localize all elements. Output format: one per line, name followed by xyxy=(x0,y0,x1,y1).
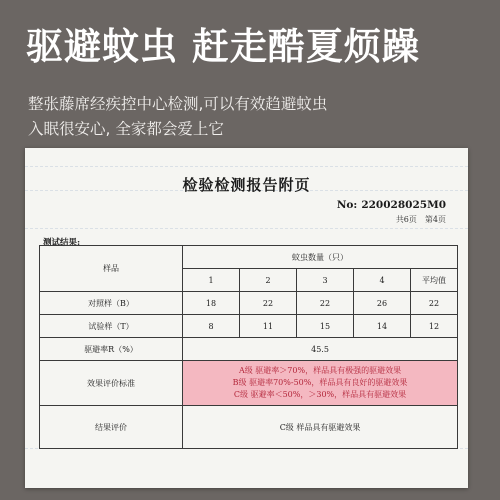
table-cell: 22 xyxy=(240,292,297,315)
report-paper xyxy=(25,148,468,488)
col-header-average: 平均值 xyxy=(411,269,458,292)
table-header-row xyxy=(40,246,458,269)
col-header-3: 3 xyxy=(297,269,354,292)
col-header-2: 2 xyxy=(240,269,297,292)
table-cell-average: 22 xyxy=(411,292,458,315)
eval-label: 效果评价标准 xyxy=(40,361,183,406)
watermark-line xyxy=(25,166,468,168)
subtitle xyxy=(28,92,478,142)
table-cell: 15 xyxy=(297,315,354,338)
result-value: C级 样品具有驱避效果 xyxy=(183,406,458,449)
eval-criteria-a: A级 驱避率＞70%，样品具有极强的驱避效果 xyxy=(238,366,402,375)
report-title: 检验检测报告附页 xyxy=(182,176,311,194)
table-row-result xyxy=(40,406,458,449)
table-cell-average: 12 xyxy=(411,315,458,338)
eval-criteria xyxy=(183,361,458,406)
headline: 驱避蚊虫 赶走酷夏烦躁 xyxy=(26,25,420,68)
table-cell: 14 xyxy=(354,315,411,338)
page-info xyxy=(396,214,446,225)
sample-header: 样品 xyxy=(40,246,183,292)
results-label: 测试结果: xyxy=(43,238,81,248)
col-header-1: 1 xyxy=(183,269,240,292)
col-header-4: 4 xyxy=(354,269,411,292)
results-table xyxy=(39,245,458,449)
subtitle-line-1: 整张藤席经疾控中心检测,可以有效趋避蚊虫 xyxy=(28,95,328,113)
table-row-evaluation-standard xyxy=(40,361,458,406)
count-header: 蚊虫数量（只） xyxy=(183,246,458,269)
eval-criteria-b: B级 驱避率70%-50%，样品具有良好的驱避效果 xyxy=(232,378,408,387)
report-number-label: No: xyxy=(336,199,358,211)
table-row-repellency-rate xyxy=(40,338,458,361)
table-cell: 11 xyxy=(240,315,297,338)
table-cell: 8 xyxy=(183,315,240,338)
result-label: 结果评价 xyxy=(40,406,183,449)
report-number-value: 220028025M0 xyxy=(361,199,446,211)
eval-criteria-c: C级 驱避率＜50%，＞30%，样品具有驱避效果 xyxy=(233,390,407,399)
subtitle-line-2: 入眠很安心, 全家都会爱上它 xyxy=(28,120,224,138)
row-label-control: 对照样（B） xyxy=(40,292,183,315)
table-cell: 18 xyxy=(183,292,240,315)
table-cell: 22 xyxy=(297,292,354,315)
row-label-test: 试验样（T） xyxy=(40,315,183,338)
table-row xyxy=(40,315,458,338)
watermark-line xyxy=(25,228,468,230)
table-row xyxy=(40,292,458,315)
rate-value: 45.5 xyxy=(183,338,458,361)
table-cell: 26 xyxy=(354,292,411,315)
pages-total: 共6页 xyxy=(395,215,417,224)
rate-label: 驱避率R（%） xyxy=(40,338,183,361)
pages-current: 第4页 xyxy=(424,215,446,224)
report-number xyxy=(333,199,446,211)
